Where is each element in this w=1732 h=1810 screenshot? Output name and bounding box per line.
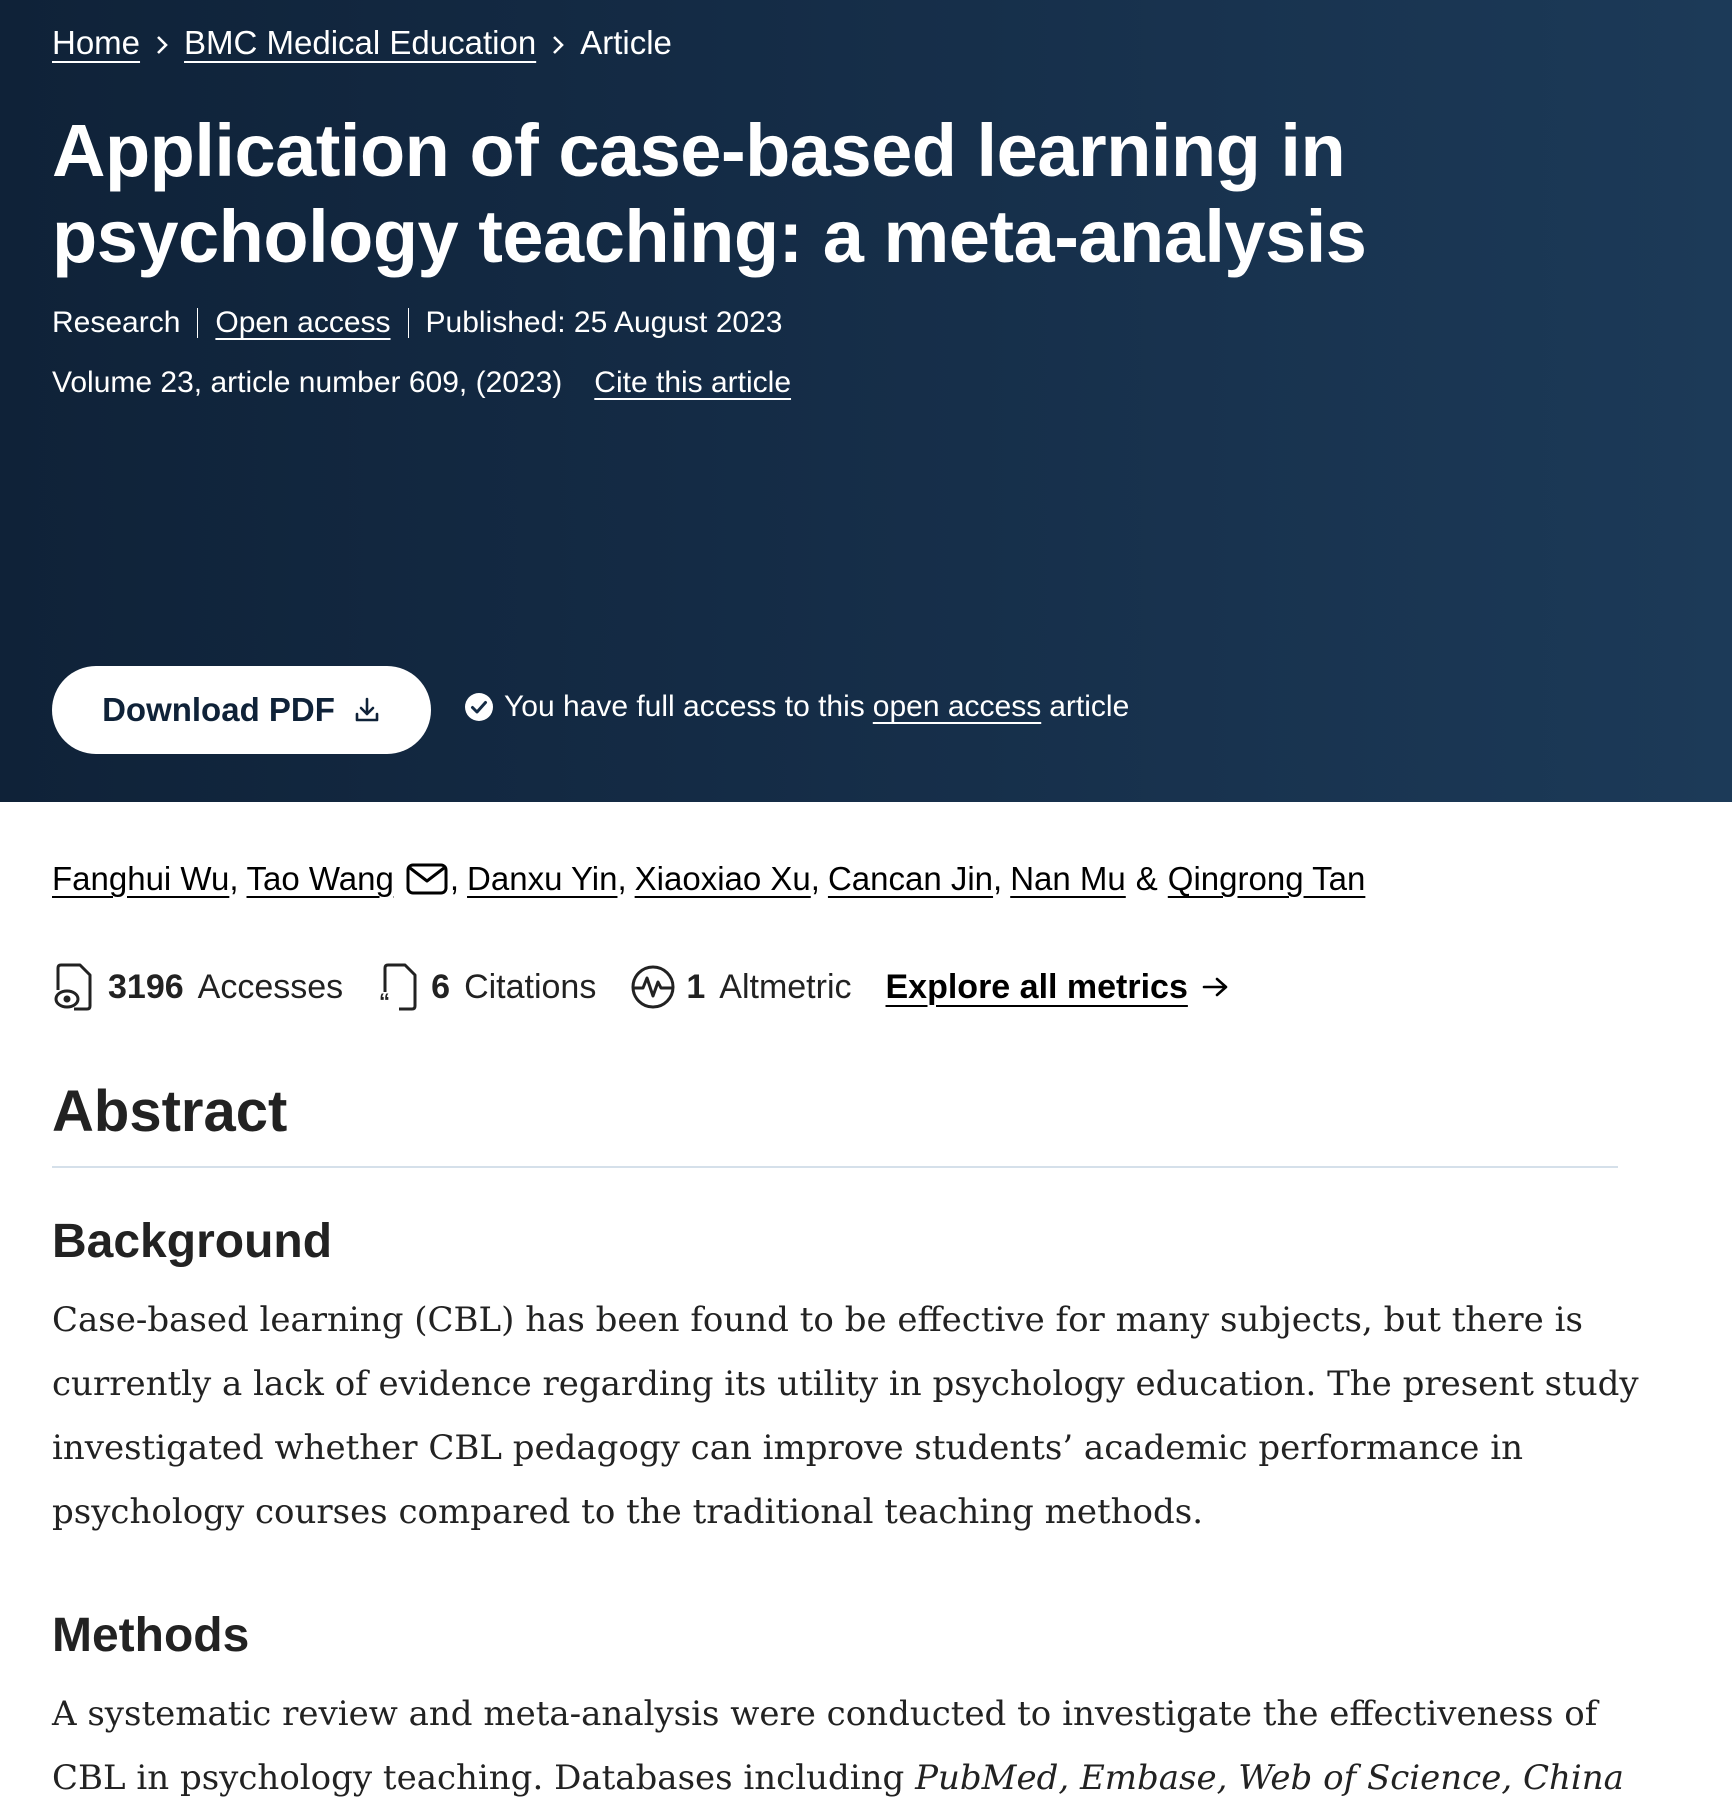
download-pdf-label: Download PDF	[102, 691, 335, 728]
breadcrumb	[52, 24, 672, 62]
eye-document-icon	[52, 962, 98, 1012]
download-pdf-button[interactable]	[52, 666, 431, 754]
accesses-metric	[52, 962, 343, 1012]
published-date: Published: 25 August 2023	[425, 306, 783, 339]
citations-label: Citations	[464, 967, 597, 1006]
explore-metrics-label: Explore all metrics	[885, 967, 1188, 1006]
author-separator: ,	[993, 860, 1003, 897]
chevron-right-icon	[140, 24, 184, 62]
article-metrics	[52, 962, 1230, 1012]
mail-icon[interactable]	[406, 862, 450, 896]
abstract-divider	[52, 1166, 1618, 1168]
background-text: Case-based learning (CBL) has been found to be effective for many subjects, but there is currently a lack of evidence regarding its utility in psychology education. The present study investigated whether CBL pedagogy can improve students’ academic performance in psychology courses compared to the traditional teaching methods.	[52, 1300, 1639, 1532]
access-note-suffix: article	[1049, 690, 1130, 723]
pulse-circle-icon	[630, 964, 676, 1010]
access-note	[464, 690, 1129, 724]
methods-heading: Methods	[52, 1609, 250, 1662]
access-open-access-link[interactable]: open access	[872, 690, 1042, 723]
divider	[408, 308, 409, 338]
altmetric-label: Altmetric	[719, 967, 852, 1006]
quote-document-icon	[377, 962, 421, 1012]
access-note-prefix: You have full access to this	[504, 690, 865, 723]
svg-text:“: “	[379, 989, 391, 1012]
article-title: Application of case-based learning in psychology teaching: a meta-analysis	[52, 109, 1367, 278]
article-meta	[52, 306, 782, 340]
citations-count: 6	[431, 967, 451, 1006]
arrow-right-icon	[1202, 975, 1230, 999]
methods-text-start: A systematic review and meta-analysis were conducted to investigate the effectiveness of CBL in psychology teaching. Databases including	[52, 1694, 1598, 1798]
explore-metrics-link[interactable]	[886, 968, 1230, 1007]
accesses-count: 3196	[108, 967, 184, 1006]
download-icon	[353, 696, 381, 724]
author-separator: ,	[229, 860, 239, 897]
author-link[interactable]: Nan Mu	[1010, 860, 1126, 897]
breadcrumb-journal-link[interactable]: BMC Medical Education	[184, 24, 537, 61]
citations-metric	[377, 962, 596, 1012]
author-link[interactable]: Xiaoxiao Xu	[634, 860, 811, 897]
article-citation-info	[52, 366, 791, 400]
methods-databases: PubMed, Embase, Web of Science, China	[915, 1758, 1624, 1798]
author-link[interactable]: Danxu Yin	[467, 860, 618, 897]
author-ampersand: &	[1135, 860, 1158, 897]
abstract-heading: Abstract	[52, 1079, 288, 1144]
article-type: Research	[52, 306, 181, 339]
breadcrumb-current: Article	[580, 24, 672, 61]
divider	[197, 308, 198, 338]
article-hero	[0, 0, 1732, 802]
author-separator: ,	[617, 860, 627, 897]
author-link[interactable]: Fanghui Wu	[52, 860, 230, 897]
altmetric-count: 1	[686, 967, 706, 1006]
chevron-right-icon	[536, 24, 580, 62]
open-access-link[interactable]: Open access	[215, 306, 391, 339]
cite-article-link[interactable]: Cite this article	[594, 366, 792, 399]
author-list	[52, 860, 1365, 898]
author-link[interactable]: Tao Wang	[246, 860, 394, 897]
breadcrumb-home-link[interactable]: Home	[52, 24, 141, 61]
volume-info: Volume 23, article number 609, (2023)	[52, 366, 563, 399]
methods-text	[52, 1682, 1672, 1810]
altmetric-metric	[630, 964, 851, 1010]
author-separator: ,	[810, 860, 820, 897]
check-circle-icon	[464, 692, 494, 722]
author-separator: ,	[449, 860, 460, 897]
author-link[interactable]: Cancan Jin	[827, 860, 994, 897]
author-link[interactable]: Qingrong Tan	[1167, 860, 1366, 897]
background-heading: Background	[52, 1215, 333, 1268]
accesses-label: Accesses	[197, 967, 344, 1006]
